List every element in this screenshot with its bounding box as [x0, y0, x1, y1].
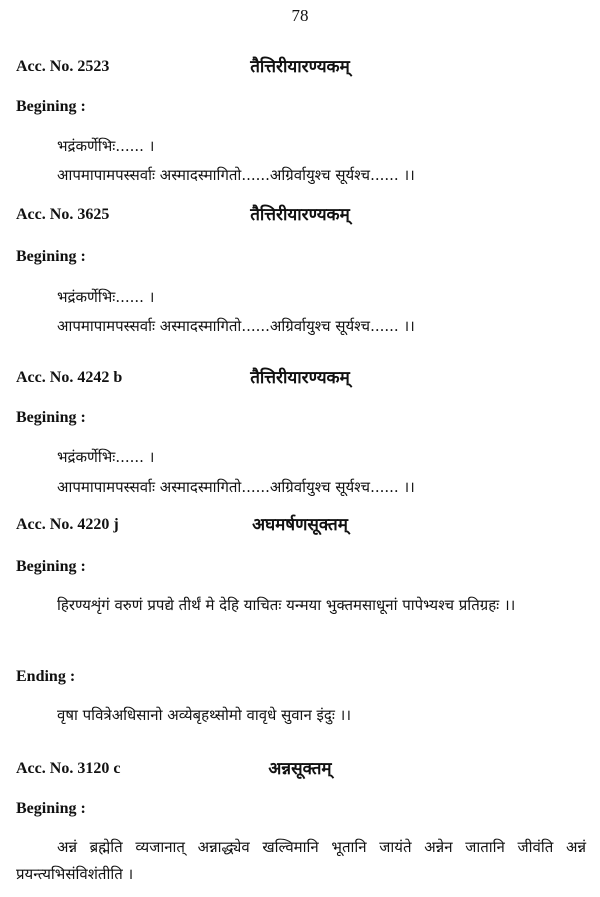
- beginning-text: अन्नं ब्रह्मेति व्यजानात् अन्नाद्ध्येव खल्विमानि भूतानि जायंते अन्नेन जातानि जीवंति अन्नं प्रयन्त्यभिसंविशंतीति ।: [16, 838, 586, 883]
- page-number: 78: [291, 6, 309, 25]
- accession-number: Acc. No. 4220 j: [16, 516, 119, 533]
- entry-title: तैत्तिरीयारण्यकम्: [250, 368, 350, 388]
- text-line: आपमापामपस्सर्वाः अस्मादस्मागितो......अग्रिर्वायुश्च सूर्यश्च...... ।।: [57, 478, 415, 496]
- accession-number: Acc. No. 4242 b: [16, 369, 123, 386]
- beginning-label: Begining :: [16, 248, 86, 265]
- entry-title: तैत्तिरीयारण्यकम्: [250, 205, 350, 225]
- text-line: भद्रंकर्णेभिः...... ।: [57, 448, 155, 466]
- beginning-label: Begining :: [16, 409, 86, 426]
- beginning-text: हिरण्यशृंगं वरुणं प्रपद्ये तीर्थं मे देहि याचितः यन्मया भुक्तमसाधूनां पापेभ्यश्च प्रतिग्रहः ।।: [57, 596, 516, 614]
- entry-title: तैत्तिरीयारण्यकम्: [250, 57, 350, 77]
- beginning-label: Begining :: [16, 800, 86, 817]
- entry-title: अघमर्षणसूक्तम्: [252, 515, 348, 535]
- ending-text: वृषा पवित्रेअधिसानो अव्येबृहथ्सोमो वावृधे सुवान इंदुः ।।: [57, 706, 352, 724]
- beginning-label: Begining :: [16, 558, 86, 575]
- text-line: आपमापामपस्सर्वाः अस्मादस्मागितो......अग्रिर्वायुश्च सूर्यश्च...... ।।: [57, 317, 415, 335]
- ending-label: Ending :: [16, 668, 76, 685]
- text-line: भद्रंकर्णेभिः...... ।: [57, 288, 155, 306]
- accession-number: Acc. No. 3120 c: [16, 760, 121, 777]
- text-line: आपमापामपस्सर्वाः अस्मादस्मागितो......अग्रिर्वायुश्च सूर्यश्च...... ।।: [57, 166, 415, 184]
- beginning-label: Begining :: [16, 98, 86, 115]
- text-line: भद्रंकर्णेभिः...... ।: [57, 137, 155, 155]
- accession-number: Acc. No. 3625: [16, 206, 110, 223]
- accession-number: Acc. No. 2523: [16, 58, 110, 75]
- entry-title: अन्नसूक्तम्: [268, 759, 332, 779]
